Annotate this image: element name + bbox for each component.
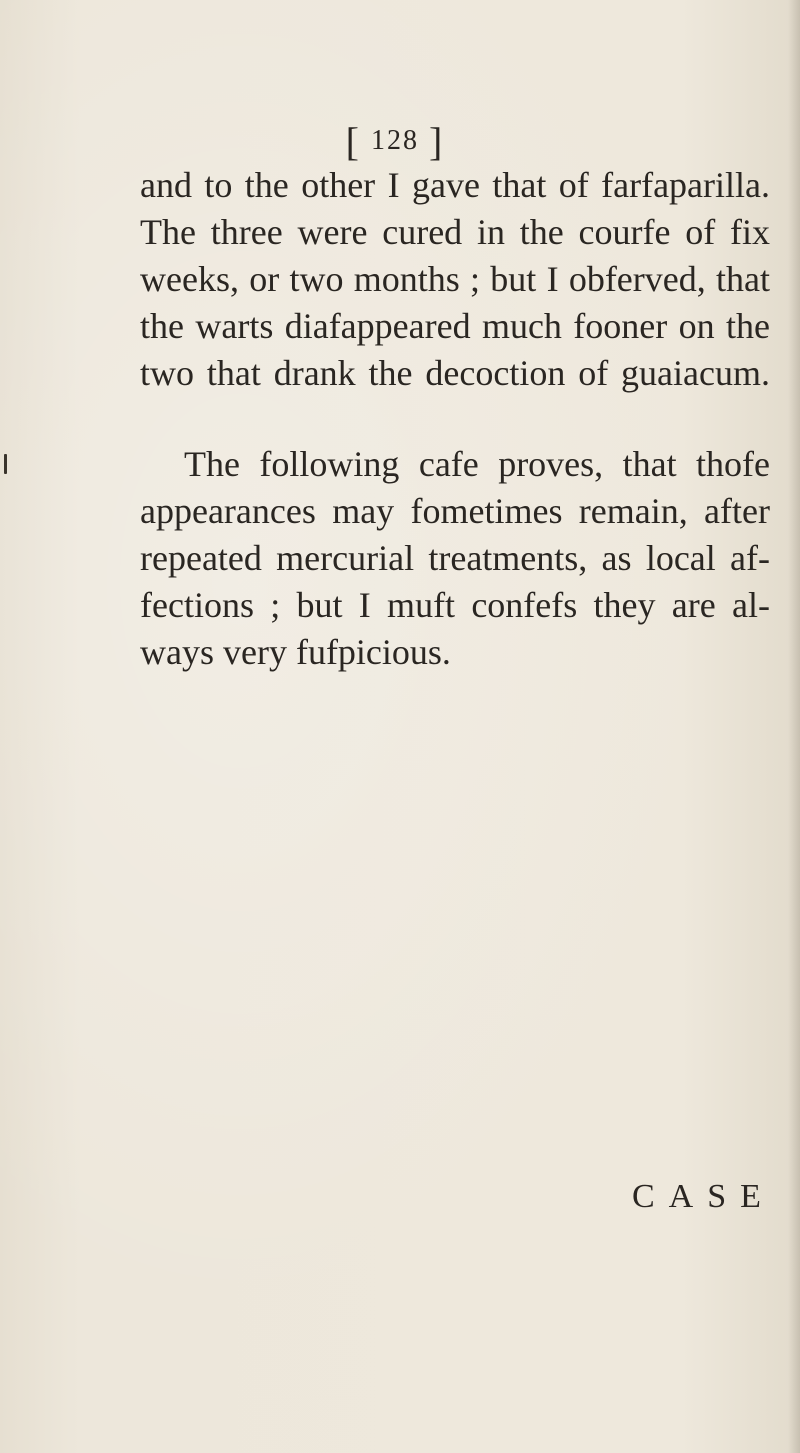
text-line: ways very fufpicious.: [140, 632, 451, 672]
text-line: and to the other I gave that of farfaparilla.: [140, 165, 770, 205]
catchword: CASE: [632, 1178, 775, 1215]
text-line: The three were cured in the courfe of fix: [140, 212, 770, 252]
text-line: the warts diafappeared much fooner on the: [140, 306, 770, 346]
page-number-value: 128: [371, 125, 419, 156]
page-edge-shadow: [788, 0, 800, 1453]
text-line: two that drank the decoction of guaiacum.: [140, 353, 770, 393]
margin-mark: [4, 454, 7, 474]
paragraph-1: [140, 162, 770, 397]
text-line: appearances may fometimes remain, after: [140, 491, 770, 531]
paragraph-2: [140, 441, 770, 676]
page-number: [320, 118, 470, 165]
text-line: The following cafe proves, that thofe: [184, 444, 770, 484]
text-line: weeks, or two months ; but I obferved, that: [140, 259, 770, 299]
page-number-open-bracket: [: [345, 119, 361, 164]
text-line: fections ; but I muft confefs they are al-: [140, 585, 770, 625]
text-line: repeated mercurial treatments, as local af-: [140, 538, 770, 578]
page-number-close-bracket: ]: [429, 119, 445, 164]
